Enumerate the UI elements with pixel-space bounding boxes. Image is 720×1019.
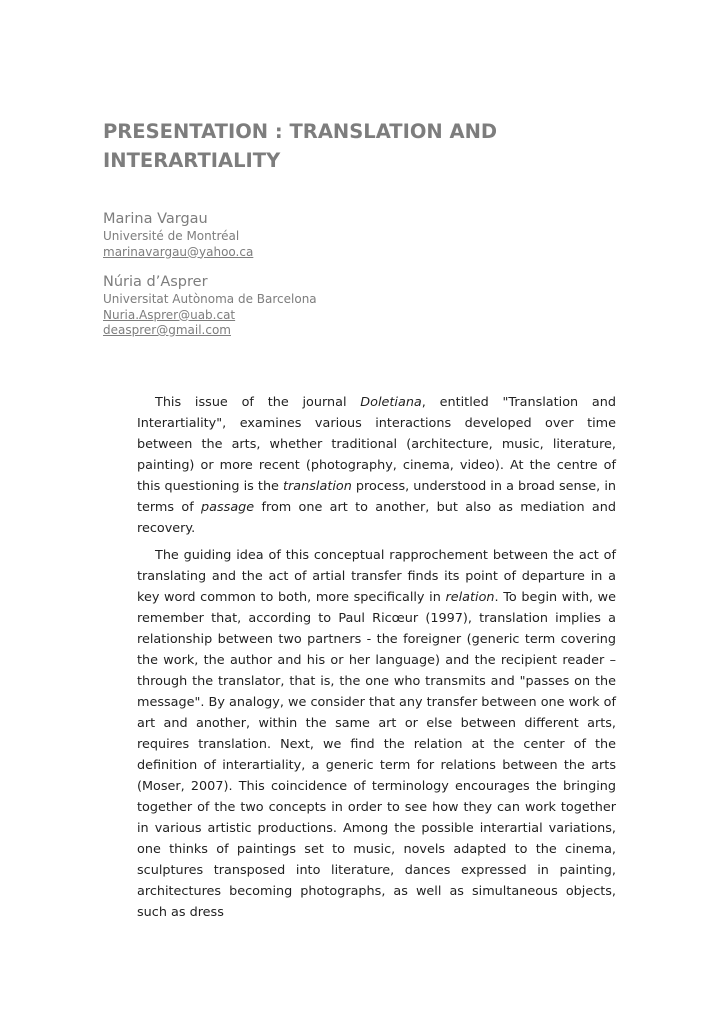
paragraph-text: This issue of the journal	[155, 395, 361, 410]
author-email-link[interactable]: marinavargau@yahoo.ca	[103, 244, 254, 259]
author-list	[103, 210, 503, 352]
paragraph-text: , entitled "Translation and Interartiality", examines various interactions developed over time between the arts, whether traditional (architecture, music, literature, painting) or more recent (photography, cinema, video). At the centre of this questioning is the	[137, 395, 616, 494]
body-text	[137, 392, 616, 929]
paper-title: PRESENTATION : TRANSLATION AND INTERARTIALITY	[103, 120, 498, 172]
emphasis-term: translation	[283, 479, 352, 494]
paragraph	[137, 392, 616, 539]
paragraph-text: . To begin with, we remember that, according to Paul Ricœur (1997), translation implies a relationship between two partners - the foreigner (generic term covering the work, the author and his or her language) and the recipient reader –through the translator, that is, the one who transmits and "passes on the message". By analogy, we consider that any transfer between one work of art and another, within the same art or else between different arts, requires translation. Next, we find the relation at the center of the definition of interartiality, a generic term for relations between the arts (Moser, 2007). This coincidence of terminology encourages the bringing together of the two concepts in order to see how they can work together in various artistic productions. Among the possible interartial variations, one thinks of paintings set to music, novels adapted to the cinema, sculptures transposed into literature, dances expressed in painting, architectures becoming photographs, as well as simultaneous objects, such as dress	[137, 590, 616, 920]
author-affiliation: Universitat Autònoma de Barcelona	[103, 292, 317, 306]
emphasis-term: passage	[201, 500, 255, 515]
author-affiliation: Université de Montréal	[103, 229, 240, 243]
paragraph-text: from one art to another, but also as mediation and recovery.	[137, 500, 617, 536]
paragraph-text: The guiding idea of this conceptual rapprochement between the act of translating and the act of artial transfer finds its point of departure in a key word common to both, more specifically in	[137, 548, 616, 605]
author-name: Marina Vargau	[103, 211, 208, 227]
paragraph	[137, 545, 616, 923]
author-email-link[interactable]: deasprer@gmail.com	[103, 323, 231, 337]
author-block	[103, 273, 503, 339]
emphasis-term: relation	[445, 590, 495, 605]
author-name: Núria d’Asprer	[103, 274, 208, 290]
paragraph-text: process, understood in a broad sense, in terms of	[137, 479, 617, 515]
journal-name: Doletiana	[360, 395, 422, 410]
author-block	[103, 210, 503, 260]
author-email-link[interactable]: Nuria.Asprer@uab.cat	[103, 307, 236, 322]
